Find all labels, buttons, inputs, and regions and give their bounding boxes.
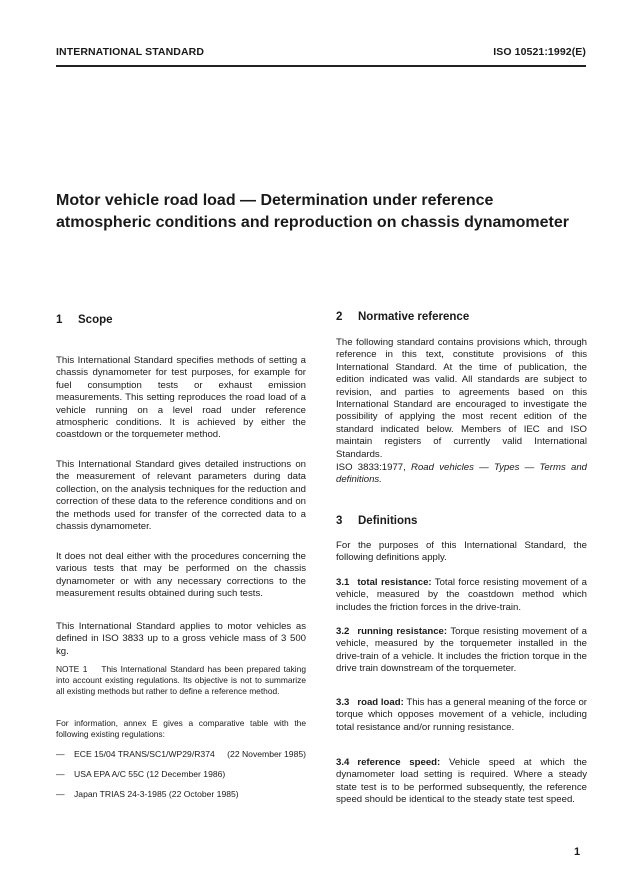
note-label: NOTE 1 [56,664,88,674]
section-1-number: 1 [56,314,63,326]
definition-3-2 [336,626,587,676]
regulations-list [56,749,306,809]
reference-title: Road vehicles — Types — Terms and definitions. [336,462,587,486]
normative-paragraph: The following standard contains provisions which, through reference in this text, constitute provisions of this International Standard. At the time of publication, the edition indicated was valid. All standards are subject to revision, and parties to agreements based on this International Standard are encouraged to investigate the possibility of applying the most recent edition of the standard indicated below. Members of IEC and ISO maintain registers of currently valid International Standards. [336,337,587,460]
scope-paragraph-4: This International Standard applies to motor vehicles as defined in ISO 3833 up to a gross vehicle mass of 3 500 kg. [56,621,306,657]
definition-text: Total force resisting movement of a vehicle, measured by the coastdown method which includes the friction forces in the drive-train. [336,577,587,613]
regulation-ref: USA EPA A/C 55C [74,769,145,779]
scope-paragraph-3: It does not deal either with the procedures concerning the various tests that may be performed on the chassis dynamometer or with any necessary corrections to the measurement results obtained during such tests. [56,551,306,600]
reference-code: ISO 3833:1977, [336,462,406,473]
section-3-heading [336,515,417,527]
scope-paragraph-2: This International Standard gives detailed instructions on the measurement of relevant parameters during data collection, on the analysis techniques for the reduction and correction of these data to the reference conditions and on the methods used for transfer of the corrected data to a chassis dynamometer. [56,459,306,533]
header-standard-type: INTERNATIONAL STANDARD [56,46,205,58]
regulation-ref: Japan TRIAS 24-3-1985 [74,789,167,799]
regulations-intro: For information, annex E gives a comparative table with the following existing regulations: [56,718,306,739]
definition-number: 3.4 [336,757,350,768]
page-number: 1 [574,846,581,858]
definition-term: total resistance: [357,577,432,588]
regulation-ref: ECE 15/04 TRANS/SC1/WP29/R374 [74,749,215,759]
definition-number: 3.3 [336,697,350,708]
definition-3-1 [336,577,587,614]
header-rule [56,65,586,67]
scope-paragraph-1: This International Standard specifies methods of setting a chassis dynamometer for test purposes, for example for fuel consumption tests or exhaust emission measurements. This setting reproduces the road load of a vehicle running on a level road under reference atmospheric conditions. It is achieved by either the coastdown or the torquemeter method. [56,355,306,441]
list-item: — ECE 15/04 TRANS/SC1/WP29/R374 (22 November 1985) [56,749,306,759]
definition-text: Torque resisting movement of a vehicle, measured by the torquemeter installed in the drive-train of a vehicle. It includes the friction torque in the drive train downstream of the torquemeter. [336,626,588,675]
scope-note [56,664,306,696]
list-item: — USA EPA A/C 55C (12 December 1986) [56,769,226,779]
header-standard-number: ISO 10521:1992(E) [493,46,586,58]
section-3-title: Definitions [358,515,418,527]
section-2-title: Normative reference [358,311,470,323]
regulation-date: (12 December 1986) [146,769,226,779]
section-2-heading [336,311,469,323]
definition-text: Vehicle speed at which the dynamometer load setting is required. Where a steady state test is to be performed subsequently, the reference speed should be identical to the steady state test speed. [336,757,587,806]
regulation-date: (22 October 1985) [168,789,239,799]
section-1-heading [56,314,113,326]
definition-term: reference speed: [357,757,441,768]
regulation-date: (22 November 1985) [227,749,306,759]
definition-text: This has a general meaning of the force or torque which opposes movement of a vehicle, including total resistance and/or running resistance. [336,697,587,733]
definition-number: 3.2 [336,626,350,637]
definition-term: running resistance: [357,626,448,637]
definition-number: 3.1 [336,577,350,588]
definition-3-4 [336,757,587,807]
section-1-title: Scope [78,314,113,326]
definition-3-3 [336,697,587,734]
document-title: Motor vehicle road load — Determination under reference atmospheric conditions and reproduction on chassis dynamometer [56,192,569,231]
normative-reference-item [336,462,587,487]
section-3-number: 3 [336,515,343,527]
definitions-intro: For the purposes of this International Standard, the following definitions apply. [336,540,587,564]
note-text: This International Standard has been prepared taking into account existing regulations. Its objective is not to summarize all existing methods but rather to define a reference method. [56,664,306,696]
definition-term: road load: [357,697,404,708]
section-2-number: 2 [336,311,343,323]
list-item: — Japan TRIAS 24-3-1985 (22 October 1985) [56,789,239,799]
